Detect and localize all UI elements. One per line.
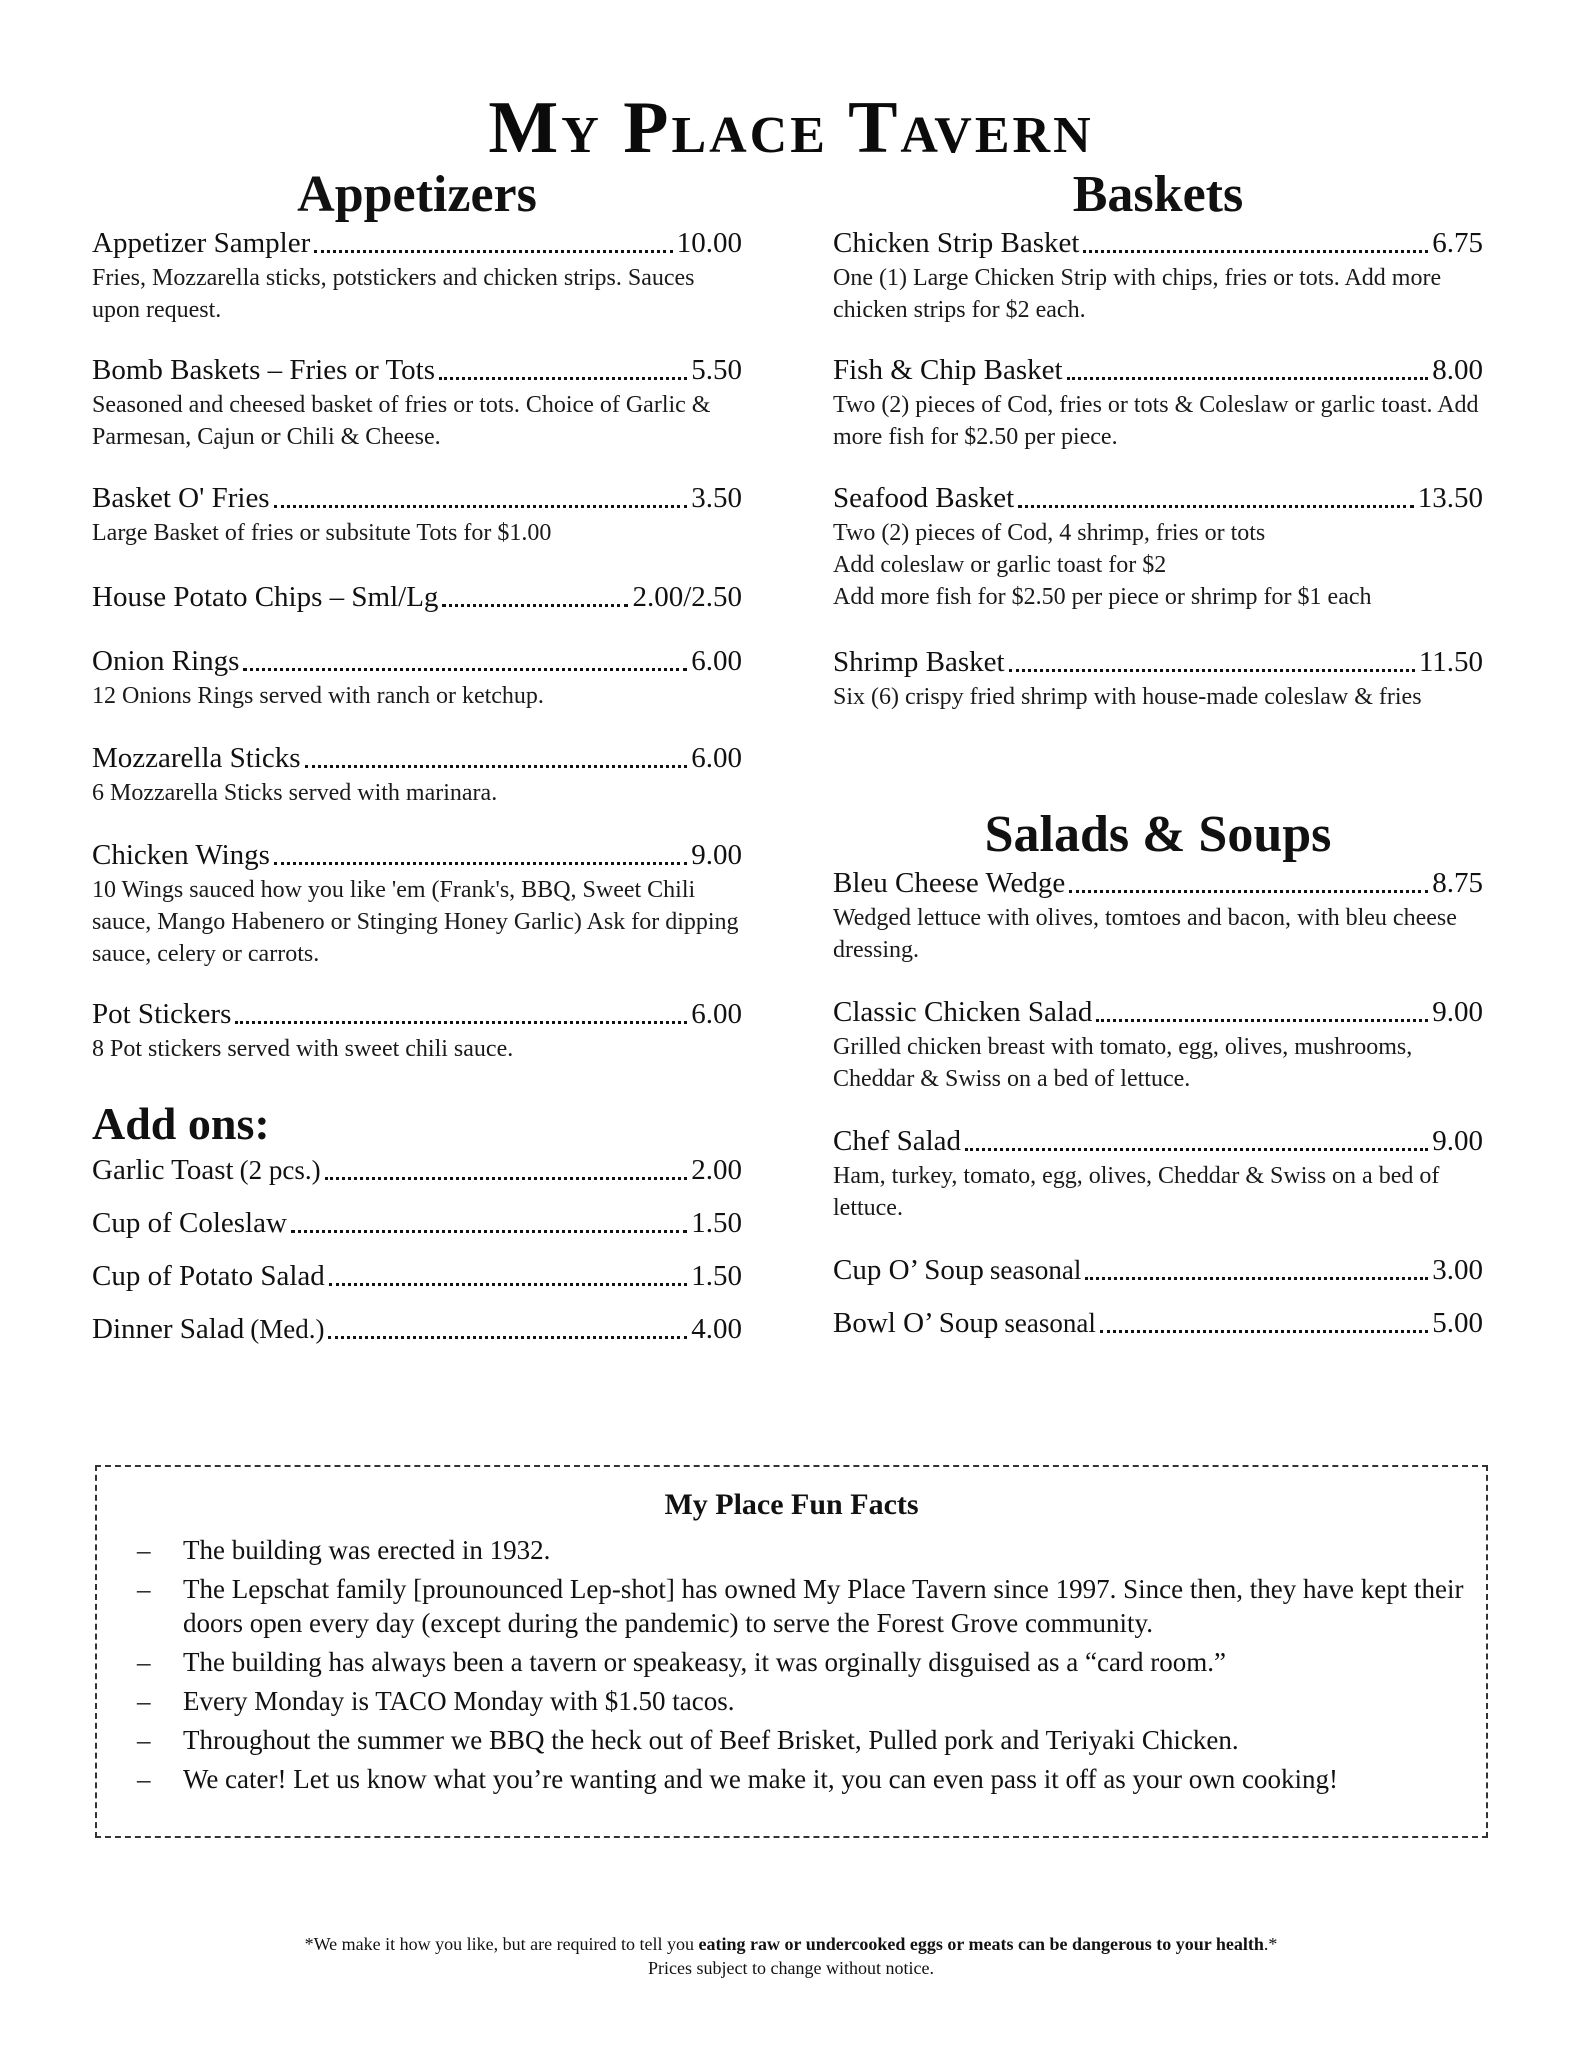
addon-item	[92, 1312, 742, 1346]
price-notice: Prices subject to change without notice.	[648, 1958, 934, 1978]
menu-item	[833, 995, 1483, 1095]
item-name: Appetizer Sampler	[92, 227, 311, 259]
item-name: Cup O’ Soup	[833, 1254, 984, 1286]
menu-item	[92, 353, 742, 453]
item-name: Mozzarella Sticks	[92, 742, 301, 774]
item-description: Wedged lettuce with olives, tomtoes and bacon, with bleu cheese dressing.	[833, 905, 1457, 963]
item-description: One (1) Large Chicken Strip with chips, fries or tots. Add more chicken strips for $2 each.	[833, 265, 1442, 323]
fun-fact-item: – Every Monday is TACO Monday with $1.50 tacos.	[137, 1686, 735, 1716]
menu-item	[92, 481, 742, 549]
item-price: 5.00	[1432, 1307, 1483, 1339]
item-name: Garlic Toast	[92, 1154, 234, 1186]
item-name: Basket O' Fries	[92, 482, 270, 514]
item-description: Fries, Mozzarella sticks, potstickers and chicken strips. Sauces upon request.	[92, 265, 695, 323]
item-name: Bleu Cheese Wedge	[833, 867, 1066, 899]
fun-fact-item: – The building has always been a tavern or speakeasy, it was orginally disguised as a “card room.”	[137, 1647, 1226, 1677]
item-price: 1.50	[691, 1207, 742, 1239]
menu-item	[92, 644, 742, 712]
item-name: House Potato Chips – Sml/Lg	[92, 581, 439, 613]
item-price: 11.50	[1418, 646, 1483, 678]
item-description: Seasoned and cheesed basket of fries or tots. Choice of Garlic & Parmesan, Cajun or Chili & Cheese.	[92, 392, 711, 450]
item-name: Chicken Wings	[92, 839, 270, 871]
item-price: 8.75	[1432, 867, 1483, 899]
menu-item	[833, 645, 1483, 713]
item-price: 6.75	[1432, 227, 1483, 259]
item-price: 5.50	[691, 354, 742, 386]
item-name: Onion Rings	[92, 645, 240, 677]
addons-heading: Add ons:	[92, 1098, 270, 1149]
item-description: Large Basket of fries or subsitute Tots for $1.00	[92, 520, 552, 546]
item-note: seasonal	[1004, 1308, 1096, 1338]
item-price: 6.00	[691, 998, 742, 1030]
menu-item	[833, 1253, 1483, 1287]
fun-fact-item: – We cater! Let us know what you’re wanting and we make it, you can even pass it off as your own cooking!	[137, 1764, 1338, 1794]
item-name: Bowl O’ Soup	[833, 1307, 999, 1339]
restaurant-title: My Place Tavern	[488, 87, 1094, 169]
item-name: Chef Salad	[833, 1125, 962, 1157]
menu-item	[833, 481, 1483, 613]
menu-item	[833, 226, 1483, 326]
item-note: (Med.)	[250, 1314, 325, 1344]
fun-facts-box	[95, 1465, 1488, 1838]
item-name: Cup of Coleslaw	[92, 1207, 287, 1239]
menu-item	[92, 226, 742, 326]
menu-item	[833, 1124, 1483, 1224]
menu-item	[92, 838, 742, 970]
item-price: 4.00	[691, 1313, 742, 1345]
health-warning: *We make it how you like, but are required to tell you eating raw or undercooked eggs or meats can be dangerous to your health.*	[304, 1934, 1278, 1954]
item-price: 6.00	[691, 645, 742, 677]
menu-item	[92, 741, 742, 809]
addon-item	[92, 1153, 742, 1187]
item-price: 9.00	[1432, 1125, 1483, 1157]
fun-fact-item: – The Lepschat family [prounounced Lep-shot] has owned My Place Tavern since 1997. Since then, they have kept their doors open every day (except during the pandemic) to serve the Forest Grove community.	[137, 1574, 1464, 1638]
menu-item	[833, 353, 1483, 453]
item-name: Seafood Basket	[833, 482, 1015, 514]
item-price: 6.00	[691, 742, 742, 774]
item-price: 2.00	[691, 1154, 742, 1186]
item-price: 2.00/2.50	[632, 581, 742, 613]
item-price: 9.00	[1432, 996, 1483, 1028]
item-price: 1.50	[691, 1260, 742, 1292]
salads-heading: Salads & Soups	[984, 806, 1332, 863]
item-price: 8.00	[1432, 354, 1483, 386]
fun-fact-item: – The building was erected in 1932.	[137, 1535, 551, 1565]
item-price: 3.00	[1432, 1254, 1483, 1286]
item-name: Bomb Baskets – Fries or Tots	[92, 354, 436, 386]
item-description: 12 Onions Rings served with ranch or ketchup.	[92, 683, 544, 709]
item-description: 8 Pot stickers served with sweet chili sauce.	[92, 1036, 514, 1062]
item-name: Pot Stickers	[92, 998, 232, 1030]
item-name: Shrimp Basket	[833, 646, 1005, 678]
item-description: 6 Mozzarella Sticks served with marinara.	[92, 780, 498, 806]
item-price: 10.00	[676, 227, 742, 259]
item-description: 10 Wings sauced how you like 'em (Frank's, BBQ, Sweet Chili sauce, Mango Habenero or Stinging Honey Garlic) Ask for dipping sauce, celery or carrots.	[92, 877, 739, 967]
addon-item	[92, 1259, 742, 1293]
fun-facts-list	[137, 1533, 1477, 1801]
item-name: Cup of Potato Salad	[92, 1260, 325, 1292]
item-description: Two (2) pieces of Cod, 4 shrimp, fries or tots	[833, 520, 1266, 546]
baskets-heading: Baskets	[1072, 166, 1244, 223]
item-name: Classic Chicken Salad	[833, 996, 1093, 1028]
menu-item	[92, 997, 742, 1065]
menu-item	[833, 866, 1483, 966]
menu-item	[833, 1306, 1483, 1340]
item-note: seasonal	[989, 1255, 1082, 1285]
item-description: Two (2) pieces of Cod, fries or tots & Coleslaw or garlic toast. Add more fish for $2.50 per piece.	[833, 392, 1479, 450]
footer-disclaimer	[0, 1932, 1582, 1980]
menu-item	[92, 580, 742, 614]
appetizers-heading: Appetizers	[297, 166, 537, 223]
fun-facts-title: My Place Fun Facts	[664, 1488, 919, 1521]
item-note: (2 pcs.)	[239, 1155, 321, 1185]
addon-item	[92, 1206, 742, 1240]
item-name: Dinner Salad	[92, 1313, 245, 1345]
item-name: Chicken Strip Basket	[833, 227, 1080, 259]
item-description: Add coleslaw or garlic toast for $2	[833, 552, 1167, 578]
fun-fact-item: – Throughout the summer we BBQ the heck out of Beef Brisket, Pulled pork and Teriyaki Chicken.	[137, 1725, 1239, 1755]
item-name: Fish & Chip Basket	[833, 354, 1063, 386]
item-description: Six (6) crispy fried shrimp with house-made coleslaw & fries	[833, 684, 1422, 710]
item-price: 9.00	[691, 839, 742, 871]
item-description: Add more fish for $2.50 per piece or shrimp for $1 each	[833, 584, 1372, 610]
item-price: 13.50	[1417, 482, 1483, 514]
item-price: 3.50	[691, 482, 742, 514]
item-description: Grilled chicken breast with tomato, egg, olives, mushrooms, Cheddar & Swiss on a bed of lettuce.	[833, 1034, 1413, 1092]
item-description: Ham, turkey, tomato, egg, olives, Cheddar & Swiss on a bed of lettuce.	[833, 1163, 1440, 1221]
